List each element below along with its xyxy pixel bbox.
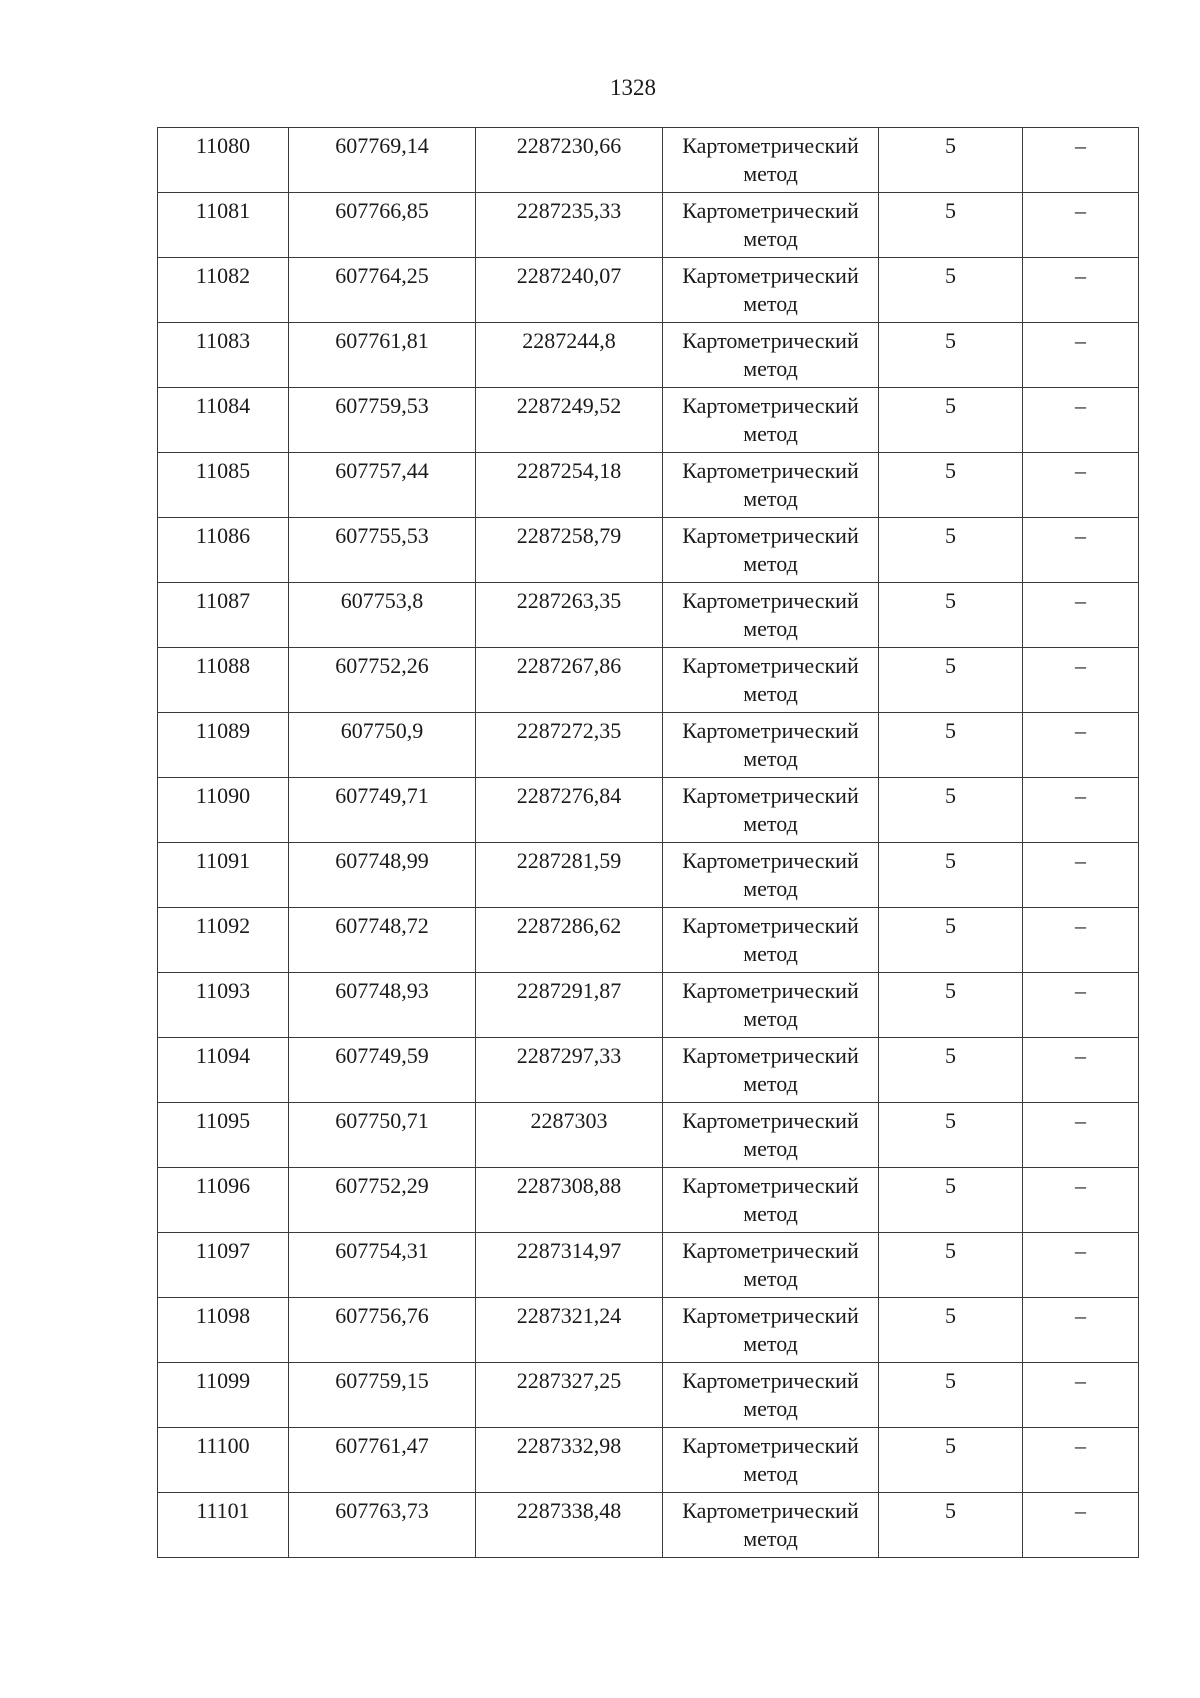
y-coordinate-cell: [476, 1038, 663, 1103]
x-coordinate-text: 607750,9: [340, 718, 424, 743]
accuracy-text: 5: [945, 588, 956, 613]
point-number-text: 11086: [195, 523, 251, 548]
method-text: Картометрический метод: [682, 718, 859, 771]
y-coordinate-cell: [476, 973, 663, 1038]
accuracy-cell: [879, 193, 1023, 258]
accuracy-text: 5: [945, 1433, 956, 1458]
accuracy-text: 5: [945, 1043, 956, 1068]
method-cell: [663, 518, 879, 583]
page-number: 1328: [610, 75, 656, 100]
accuracy-cell: [879, 128, 1023, 193]
note-cell: [1023, 1428, 1139, 1493]
x-coordinate-text: 607756,76: [335, 1303, 429, 1328]
note-text: –: [1075, 718, 1086, 743]
x-coordinate-cell: [289, 1233, 476, 1298]
x-coordinate-text: 607764,25: [335, 263, 429, 288]
y-coordinate-cell: [476, 713, 663, 778]
point-number-cell: [158, 843, 289, 908]
note-cell: [1023, 193, 1139, 258]
accuracy-cell: [879, 908, 1023, 973]
y-coordinate-cell: [476, 648, 663, 713]
table-row: [158, 583, 1139, 648]
note-text: –: [1075, 1173, 1086, 1198]
note-text: –: [1075, 1368, 1086, 1393]
point-number-text: 11097: [195, 1238, 251, 1263]
accuracy-cell: [879, 1493, 1023, 1558]
x-coordinate-cell: [289, 778, 476, 843]
x-coordinate-cell: [289, 713, 476, 778]
note-cell: [1023, 778, 1139, 843]
point-number-text: 11085: [195, 458, 251, 483]
table-row: [158, 908, 1139, 973]
method-cell: [663, 1363, 879, 1428]
note-text: –: [1075, 198, 1086, 223]
table-row: [158, 778, 1139, 843]
note-text: –: [1075, 523, 1086, 548]
method-cell: [663, 128, 879, 193]
method-cell: [663, 1428, 879, 1493]
point-number-cell: [158, 128, 289, 193]
coordinates-table-body: [158, 128, 1139, 1558]
y-coordinate-text: 2287321,24: [516, 1303, 622, 1328]
y-coordinate-cell: [476, 128, 663, 193]
note-cell: [1023, 908, 1139, 973]
y-coordinate-text: 2287276,84: [516, 783, 622, 808]
method-text: Картометрический метод: [682, 978, 859, 1031]
y-coordinate-text: 2287281,59: [516, 848, 622, 873]
x-coordinate-text: 607761,47: [335, 1433, 429, 1458]
note-text: –: [1075, 263, 1086, 288]
point-number-cell: [158, 713, 289, 778]
point-number-text: 11100: [196, 1433, 250, 1458]
table-row: [158, 128, 1139, 193]
y-coordinate-cell: [476, 193, 663, 258]
table-row: [158, 1493, 1139, 1558]
x-coordinate-cell: [289, 648, 476, 713]
x-coordinate-text: 607759,15: [335, 1368, 429, 1393]
point-number-cell: [158, 1233, 289, 1298]
accuracy-cell: [879, 1168, 1023, 1233]
y-coordinate-cell: [476, 388, 663, 453]
method-text: Картометрический метод: [682, 913, 859, 966]
accuracy-cell: [879, 1298, 1023, 1363]
point-number-cell: [158, 908, 289, 973]
point-number-cell: [158, 1038, 289, 1103]
note-text: –: [1075, 913, 1086, 938]
accuracy-text: 5: [945, 783, 956, 808]
accuracy-text: 5: [945, 393, 956, 418]
y-coordinate-cell: [476, 1233, 663, 1298]
y-coordinate-text: 2287272,35: [516, 718, 622, 743]
method-text: Картометрический метод: [682, 1238, 859, 1291]
x-coordinate-cell: [289, 388, 476, 453]
note-cell: [1023, 843, 1139, 908]
accuracy-cell: [879, 843, 1023, 908]
point-number-cell: [158, 648, 289, 713]
note-text: –: [1075, 1108, 1086, 1133]
accuracy-cell: [879, 1233, 1023, 1298]
x-coordinate-cell: [289, 1103, 476, 1168]
x-coordinate-text: 607752,26: [335, 653, 429, 678]
y-coordinate-text: 2287327,25: [516, 1368, 622, 1393]
accuracy-text: 5: [945, 263, 956, 288]
note-cell: [1023, 1168, 1139, 1233]
x-coordinate-text: 607749,71: [335, 783, 429, 808]
x-coordinate-text: 607755,53: [335, 523, 429, 548]
table-row: [158, 1428, 1139, 1493]
note-cell: [1023, 518, 1139, 583]
x-coordinate-text: 607761,81: [335, 328, 429, 353]
y-coordinate-cell: [476, 1363, 663, 1428]
x-coordinate-cell: [289, 1168, 476, 1233]
point-number-text: 11080: [195, 133, 251, 158]
table-row: [158, 1298, 1139, 1363]
x-coordinate-text: 607750,71: [335, 1108, 429, 1133]
y-coordinate-text: 2287244,8: [522, 328, 616, 353]
note-text: –: [1075, 978, 1086, 1003]
note-cell: [1023, 128, 1139, 193]
y-coordinate-text: 2287258,79: [516, 523, 622, 548]
point-number-text: 11094: [195, 1043, 251, 1068]
x-coordinate-text: 607753,8: [340, 588, 424, 613]
point-number-cell: [158, 323, 289, 388]
table-row: [158, 193, 1139, 258]
note-cell: [1023, 1363, 1139, 1428]
point-number-cell: [158, 258, 289, 323]
y-coordinate-cell: [476, 1298, 663, 1363]
point-number-text: 11090: [195, 783, 251, 808]
method-cell: [663, 1038, 879, 1103]
table-row: [158, 1363, 1139, 1428]
point-number-text: 11092: [195, 913, 251, 938]
x-coordinate-text: 607769,14: [335, 133, 429, 158]
x-coordinate-text: 607757,44: [335, 458, 429, 483]
y-coordinate-cell: [476, 323, 663, 388]
method-cell: [663, 1233, 879, 1298]
note-text: –: [1075, 1303, 1086, 1328]
method-cell: [663, 843, 879, 908]
note-text: –: [1075, 1238, 1086, 1263]
y-coordinate-text: 2287240,07: [516, 263, 622, 288]
y-coordinate-cell: [476, 258, 663, 323]
method-cell: [663, 193, 879, 258]
note-cell: [1023, 713, 1139, 778]
point-number-cell: [158, 193, 289, 258]
accuracy-text: 5: [945, 718, 956, 743]
method-text: Картометрический метод: [682, 783, 859, 836]
accuracy-text: 5: [945, 523, 956, 548]
table-row: [158, 648, 1139, 713]
note-text: –: [1075, 1498, 1086, 1523]
accuracy-text: 5: [945, 198, 956, 223]
accuracy-cell: [879, 778, 1023, 843]
y-coordinate-text: 2287254,18: [516, 458, 622, 483]
x-coordinate-cell: [289, 258, 476, 323]
method-text: Картометрический метод: [682, 1043, 859, 1096]
y-coordinate-cell: [476, 453, 663, 518]
accuracy-cell: [879, 1103, 1023, 1168]
x-coordinate-cell: [289, 1363, 476, 1428]
method-text: Картометрический метод: [682, 1108, 859, 1161]
accuracy-text: 5: [945, 1368, 956, 1393]
x-coordinate-cell: [289, 193, 476, 258]
x-coordinate-cell: [289, 1428, 476, 1493]
note-cell: [1023, 1233, 1139, 1298]
y-coordinate-cell: [476, 843, 663, 908]
point-number-cell: [158, 973, 289, 1038]
method-cell: [663, 453, 879, 518]
accuracy-cell: [879, 453, 1023, 518]
y-coordinate-text: 2287338,48: [516, 1498, 622, 1523]
method-cell: [663, 778, 879, 843]
note-text: –: [1075, 133, 1086, 158]
x-coordinate-cell: [289, 908, 476, 973]
method-text: Картометрический метод: [682, 198, 859, 251]
note-text: –: [1075, 328, 1086, 353]
point-number-text: 11081: [195, 198, 251, 223]
point-number-cell: [158, 1493, 289, 1558]
accuracy-text: 5: [945, 978, 956, 1003]
point-number-text: 11088: [195, 653, 251, 678]
point-number-cell: [158, 518, 289, 583]
table-row: [158, 1038, 1139, 1103]
point-number-cell: [158, 453, 289, 518]
table-row: [158, 518, 1139, 583]
accuracy-text: 5: [945, 1108, 956, 1133]
table-row: [158, 843, 1139, 908]
x-coordinate-text: 607748,99: [335, 848, 429, 873]
point-number-cell: [158, 1103, 289, 1168]
point-number-text: 11099: [195, 1368, 251, 1393]
point-number-text: 11082: [195, 263, 251, 288]
point-number-cell: [158, 1298, 289, 1363]
y-coordinate-text: 2287286,62: [516, 913, 622, 938]
note-cell: [1023, 323, 1139, 388]
x-coordinate-text: 607749,59: [335, 1043, 429, 1068]
point-number-cell: [158, 1168, 289, 1233]
method-text: Картометрический метод: [682, 1498, 859, 1551]
x-coordinate-text: 607759,53: [335, 393, 429, 418]
method-text: Картометрический метод: [682, 263, 859, 316]
table-row: [158, 1103, 1139, 1168]
method-cell: [663, 1298, 879, 1363]
y-coordinate-text: 2287303: [530, 1108, 608, 1133]
method-text: Картометрический метод: [682, 848, 859, 901]
accuracy-text: 5: [945, 328, 956, 353]
accuracy-cell: [879, 388, 1023, 453]
point-number-text: 11084: [195, 393, 251, 418]
method-text: Картометрический метод: [682, 1368, 859, 1421]
accuracy-cell: [879, 1363, 1023, 1428]
point-number-cell: [158, 388, 289, 453]
x-coordinate-text: 607748,93: [335, 978, 429, 1003]
note-text: –: [1075, 393, 1086, 418]
point-number-text: 11096: [195, 1173, 251, 1198]
x-coordinate-text: 607748,72: [335, 913, 429, 938]
note-text: –: [1075, 1433, 1086, 1458]
method-text: Картометрический метод: [682, 1173, 859, 1226]
table-row: [158, 323, 1139, 388]
table-row: [158, 1168, 1139, 1233]
y-coordinate-text: 2287291,87: [516, 978, 622, 1003]
note-cell: [1023, 453, 1139, 518]
method-cell: [663, 973, 879, 1038]
point-number-text: 11098: [195, 1303, 251, 1328]
method-cell: [663, 258, 879, 323]
accuracy-text: 5: [945, 848, 956, 873]
table-row: [158, 713, 1139, 778]
point-number-cell: [158, 583, 289, 648]
note-text: –: [1075, 653, 1086, 678]
x-coordinate-text: 607766,85: [335, 198, 429, 223]
method-cell: [663, 1103, 879, 1168]
method-text: Картометрический метод: [682, 1433, 859, 1486]
table-row: [158, 258, 1139, 323]
point-number-text: 11093: [195, 978, 251, 1003]
y-coordinate-text: 2287308,88: [516, 1173, 622, 1198]
accuracy-cell: [879, 258, 1023, 323]
note-cell: [1023, 1038, 1139, 1103]
note-cell: [1023, 1103, 1139, 1168]
accuracy-cell: [879, 1038, 1023, 1103]
y-coordinate-text: 2287297,33: [516, 1043, 622, 1068]
accuracy-text: 5: [945, 133, 956, 158]
y-coordinate-cell: [476, 908, 663, 973]
x-coordinate-cell: [289, 583, 476, 648]
y-coordinate-text: 2287235,33: [516, 198, 622, 223]
y-coordinate-text: 2287332,98: [516, 1433, 622, 1458]
y-coordinate-text: 2287263,35: [516, 588, 622, 613]
point-number-cell: [158, 1428, 289, 1493]
y-coordinate-cell: [476, 778, 663, 843]
method-text: Картометрический метод: [682, 653, 859, 706]
y-coordinate-cell: [476, 1103, 663, 1168]
x-coordinate-cell: [289, 453, 476, 518]
accuracy-text: 5: [945, 1238, 956, 1263]
x-coordinate-cell: [289, 843, 476, 908]
method-text: Картометрический метод: [682, 588, 859, 641]
x-coordinate-cell: [289, 323, 476, 388]
note-cell: [1023, 973, 1139, 1038]
method-text: Картометрический метод: [682, 523, 859, 576]
note-cell: [1023, 648, 1139, 713]
x-coordinate-cell: [289, 128, 476, 193]
point-number-cell: [158, 778, 289, 843]
accuracy-text: 5: [945, 1303, 956, 1328]
accuracy-text: 5: [945, 913, 956, 938]
y-coordinate-cell: [476, 583, 663, 648]
table-row: [158, 453, 1139, 518]
note-text: –: [1075, 848, 1086, 873]
table-row: [158, 1233, 1139, 1298]
y-coordinate-text: 2287314,97: [516, 1238, 622, 1263]
point-number-text: 11101: [196, 1498, 250, 1523]
method-cell: [663, 713, 879, 778]
method-text: Картометрический метод: [682, 328, 859, 381]
y-coordinate-cell: [476, 518, 663, 583]
method-cell: [663, 1493, 879, 1558]
note-cell: [1023, 583, 1139, 648]
note-cell: [1023, 258, 1139, 323]
x-coordinate-cell: [289, 1038, 476, 1103]
point-number-text: 11095: [195, 1108, 251, 1133]
method-text: Картометрический метод: [682, 133, 859, 186]
note-cell: [1023, 1298, 1139, 1363]
method-text: Картометрический метод: [682, 458, 859, 511]
method-cell: [663, 388, 879, 453]
note-text: –: [1075, 1043, 1086, 1068]
method-cell: [663, 648, 879, 713]
method-cell: [663, 583, 879, 648]
y-coordinate-cell: [476, 1428, 663, 1493]
method-cell: [663, 1168, 879, 1233]
method-text: Картометрический метод: [682, 1303, 859, 1356]
x-coordinate-text: 607763,73: [335, 1498, 429, 1523]
note-text: –: [1075, 783, 1086, 808]
accuracy-cell: [879, 713, 1023, 778]
accuracy-cell: [879, 583, 1023, 648]
point-number-text: 11091: [195, 848, 251, 873]
accuracy-cell: [879, 323, 1023, 388]
point-number-text: 11087: [195, 588, 251, 613]
accuracy-cell: [879, 648, 1023, 713]
accuracy-text: 5: [945, 1173, 956, 1198]
y-coordinate-cell: [476, 1168, 663, 1233]
method-cell: [663, 323, 879, 388]
note-cell: [1023, 388, 1139, 453]
table-row: [158, 973, 1139, 1038]
x-coordinate-cell: [289, 1493, 476, 1558]
accuracy-text: 5: [945, 458, 956, 483]
point-number-cell: [158, 1363, 289, 1428]
y-coordinate-text: 2287249,52: [516, 393, 622, 418]
accuracy-cell: [879, 1428, 1023, 1493]
note-text: –: [1075, 588, 1086, 613]
accuracy-text: 5: [945, 653, 956, 678]
accuracy-cell: [879, 973, 1023, 1038]
table-row: [158, 388, 1139, 453]
coordinates-table: [157, 127, 1139, 1558]
method-text: Картометрический метод: [682, 393, 859, 446]
x-coordinate-text: 607752,29: [335, 1173, 429, 1198]
method-cell: [663, 908, 879, 973]
point-number-text: 11089: [195, 718, 251, 743]
accuracy-text: 5: [945, 1498, 956, 1523]
x-coordinate-text: 607754,31: [335, 1238, 429, 1263]
note-cell: [1023, 1493, 1139, 1558]
y-coordinate-text: 2287230,66: [516, 133, 622, 158]
x-coordinate-cell: [289, 973, 476, 1038]
accuracy-cell: [879, 518, 1023, 583]
x-coordinate-cell: [289, 518, 476, 583]
point-number-text: 11083: [195, 328, 251, 353]
note-text: –: [1075, 458, 1086, 483]
y-coordinate-text: 2287267,86: [516, 653, 622, 678]
x-coordinate-cell: [289, 1298, 476, 1363]
y-coordinate-cell: [476, 1493, 663, 1558]
